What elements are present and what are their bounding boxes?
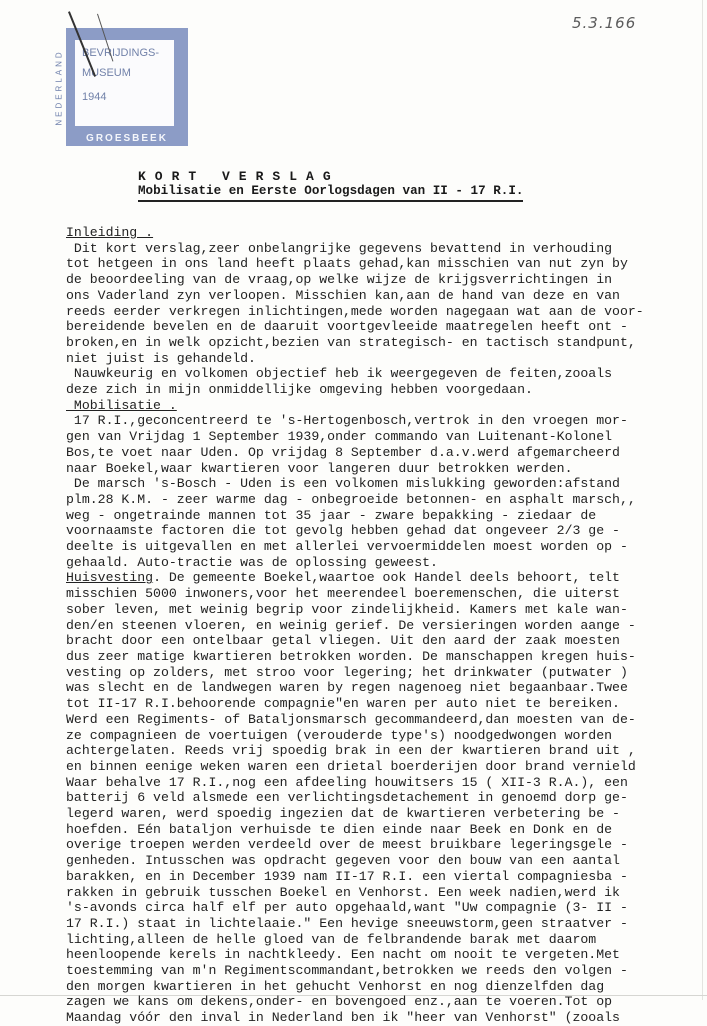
text-line: dus zeer matige kwartieren betrokken worden. De manschappen kregen huis-: [66, 648, 636, 664]
document-title-block: [138, 170, 523, 202]
text-line: Waar behalve 17 R.I.,nog een afdeeling houwitsers 15 ( XII-3 R.A.), een: [66, 774, 628, 790]
text-line: de beoordeeling van de vraag,op welke wijze de krijgsverrichtingen in: [66, 272, 613, 288]
section-heading-text: Huisvesting: [66, 570, 154, 586]
text-line: rakken in gebruik tusschen Boekel en Venhorst. Een week nadien,werd ik: [66, 884, 620, 900]
section-heading-text: Mobilisatie .: [66, 397, 177, 413]
document-body: [66, 225, 686, 1026]
stamp-line-3: 1944: [82, 91, 107, 103]
text-line: vesting op zolders, met stroo voor legering; het drinkwater (putwater ): [66, 664, 628, 680]
section-heading: [66, 225, 686, 241]
text-line: legerd waren, werd spoedig ingezien dat de kwartieren verbetering be -: [66, 806, 620, 822]
text-line: broken,en in welk opzicht,bezien van strategisch- en tactisch standpunt,: [66, 334, 636, 350]
text-line: heenloopende kerels in nachtkleedy. Een nacht om nooit te vergeten.Met: [66, 947, 620, 963]
text-line: Nauwkeurig en volkomen objectief heb ik weergegeven de feiten,zooals: [66, 366, 613, 382]
stamp-bottom-text: GROESBEEK: [86, 133, 168, 144]
text-line: en binnen eenige weken waren een drietal boerderijen door brand vernield: [66, 758, 636, 774]
stamp-side-text: NEDERLAND: [54, 48, 64, 126]
text-line: ze compagnieen de voertuigen (verouderde type's) noodgedwongen worden: [66, 727, 613, 743]
text-line: voornaamste factoren die tot gevolg hebben gehad dat ongeveer 2/3 ge -: [66, 523, 620, 539]
text-line: 17 R.I.,geconcentreerd te 's-Hertogenbosch,vertrok in den vroegen mor-: [66, 413, 628, 429]
text-line: zagen we kans om dekens,onder- en bovengoed enz.,aan te voeren.Tot op: [66, 994, 613, 1010]
text-line: Dit kort verslag,zeer onbelangrijke gegevens bevattend in verhouding: [66, 240, 613, 256]
text-line: 's-avonds circa half elf per auto opgehaald,want "Uw compagnie (3- II -: [66, 900, 628, 916]
text-line: den/en steenen vloeren, en weinig gerief. De versieringen worden aange -: [66, 617, 636, 633]
text-line: tot II-17 R.I.behoorende compagnie"en waren per auto niet te bereiken.: [66, 696, 620, 712]
text-line: naar Boekel,waar kwartieren voor langeren duur betrokken werden.: [66, 460, 573, 476]
text-line: tot hetgeen in ons land heeft plaats gehad,kan misschien van nut zyn by: [66, 256, 628, 272]
text-line: gehaald. Auto-tractie was de oplossing geweest.: [66, 554, 438, 570]
text-line: Werd een Regiments- of Bataljonsmarsch gecommandeerd,dan moesten van de-: [66, 711, 636, 727]
section-heading: [66, 398, 686, 414]
text-line: deelte is uitgevallen en met allerlei vervoermiddelen moest worden op -: [66, 539, 628, 555]
text-line: reeds eerder verkregen inlichtingen,mede worden nagegaan wat aan de voor-: [66, 303, 644, 319]
stamp-line-2: MUSEUM: [82, 67, 131, 79]
text-line: lichting,alleen de helle gloed van de felbrandende barak met daarom: [66, 931, 597, 947]
text-line: gen van Vrijdag 1 September 1939,onder commando van Luitenant-Kolonel: [66, 429, 613, 445]
text-line: overige troepen werden verdeeld over de meest bruikbare legeringsgele -: [66, 837, 628, 853]
text-line: barakken, en in December 1939 nam II-17 R.I. een viertal compagniesba -: [66, 868, 628, 884]
stamp-side-label: [52, 28, 66, 146]
stamp-inner: [75, 40, 174, 126]
section-heading-text: Inleiding .: [66, 225, 154, 240]
text-line: weg - ongetrainde mannen tot 35 jaar - zware bepakking - ziedaar de: [66, 507, 597, 523]
text-line: toestemming van m'n Regimentscommandant,betrokken we reeds den volgen -: [66, 963, 628, 979]
text-line: hoefden. Eén bataljon verhuisde te dien einde naar Beek en Donk en de: [66, 821, 613, 837]
text-line: Huisvesting. De gemeente Boekel,waartoe ook Handel deels behoort, telt: [66, 570, 620, 586]
document-title: KORT VERSLAG: [138, 169, 340, 184]
text-line: deze zich in mijn onmiddellijke omgeving hebben voorgedaan.: [66, 382, 533, 398]
text-line: batterij 6 veld alsmede een verlichtingsdetachement in genoemd dorp ge-: [66, 790, 628, 806]
text-line: Bos,te voet naar Uden. Op vrijdag 8 September d.a.v.werd afgemarcheerd: [66, 444, 620, 460]
text-line: Maandag vóór den inval in Nederland ben ik "heer van Venhorst" (zooals: [66, 1010, 620, 1026]
museum-stamp: [52, 28, 188, 146]
stamp-line-1: BEVRIJDINGS-: [82, 47, 160, 59]
text-line: sober leven, met weinig begrip voor zindelijkheid. Kamers met kale wan-: [66, 601, 628, 617]
text-line: misschien 5000 inwoners,voor het meerendeel boeremenschen, die uiterst: [66, 586, 620, 602]
text-line: 17 R.I.) staat in lichtelaaie." Een hevige sneeuwstorm,geen straatver -: [66, 915, 628, 931]
text-line: plm.28 K.M. - zeer warme dag - onbegroeide betonnen- en asphalt marsch,,: [66, 491, 636, 507]
text-line: ons Vaderland zyn verloopen. Misschien kan,aan de hand van deze en van: [66, 287, 620, 303]
document-subtitle: Mobilisatie en Eerste Oorlogsdagen van II - 17 R.I.: [138, 184, 523, 202]
handwritten-reference-number: 5.3.166: [572, 14, 637, 32]
text-line: achtergelaten. Reeds vrij spoedig brak in een der kwartieren brand uit ,: [66, 743, 636, 759]
page-edge: [702, 0, 703, 1000]
text-line: genheden. Intusschen was opdracht gegeven voor den bouw van een aantal: [66, 853, 620, 869]
text-line: niet juist is gehandeld.: [66, 350, 256, 366]
text-line: bereidende bevelen en de daaruit voortgevleeide maatregelen heeft ont -: [66, 319, 628, 335]
stamp-frame: [66, 28, 188, 146]
text-line: den morgen kwartieren in het gehucht Venhorst en nog dienzelfden dag: [66, 978, 605, 994]
text-line: bracht door een ontelbaar getal vliegen. Uit den aard der zaak moesten: [66, 633, 620, 649]
text-line: De marsch 's-Bosch - Uden is een volkomen mislukking geworden:afstand: [66, 476, 620, 492]
text-line: was slecht en de landwegen waren by regen nagenoeg niet begaanbaar.Twee: [66, 680, 628, 696]
